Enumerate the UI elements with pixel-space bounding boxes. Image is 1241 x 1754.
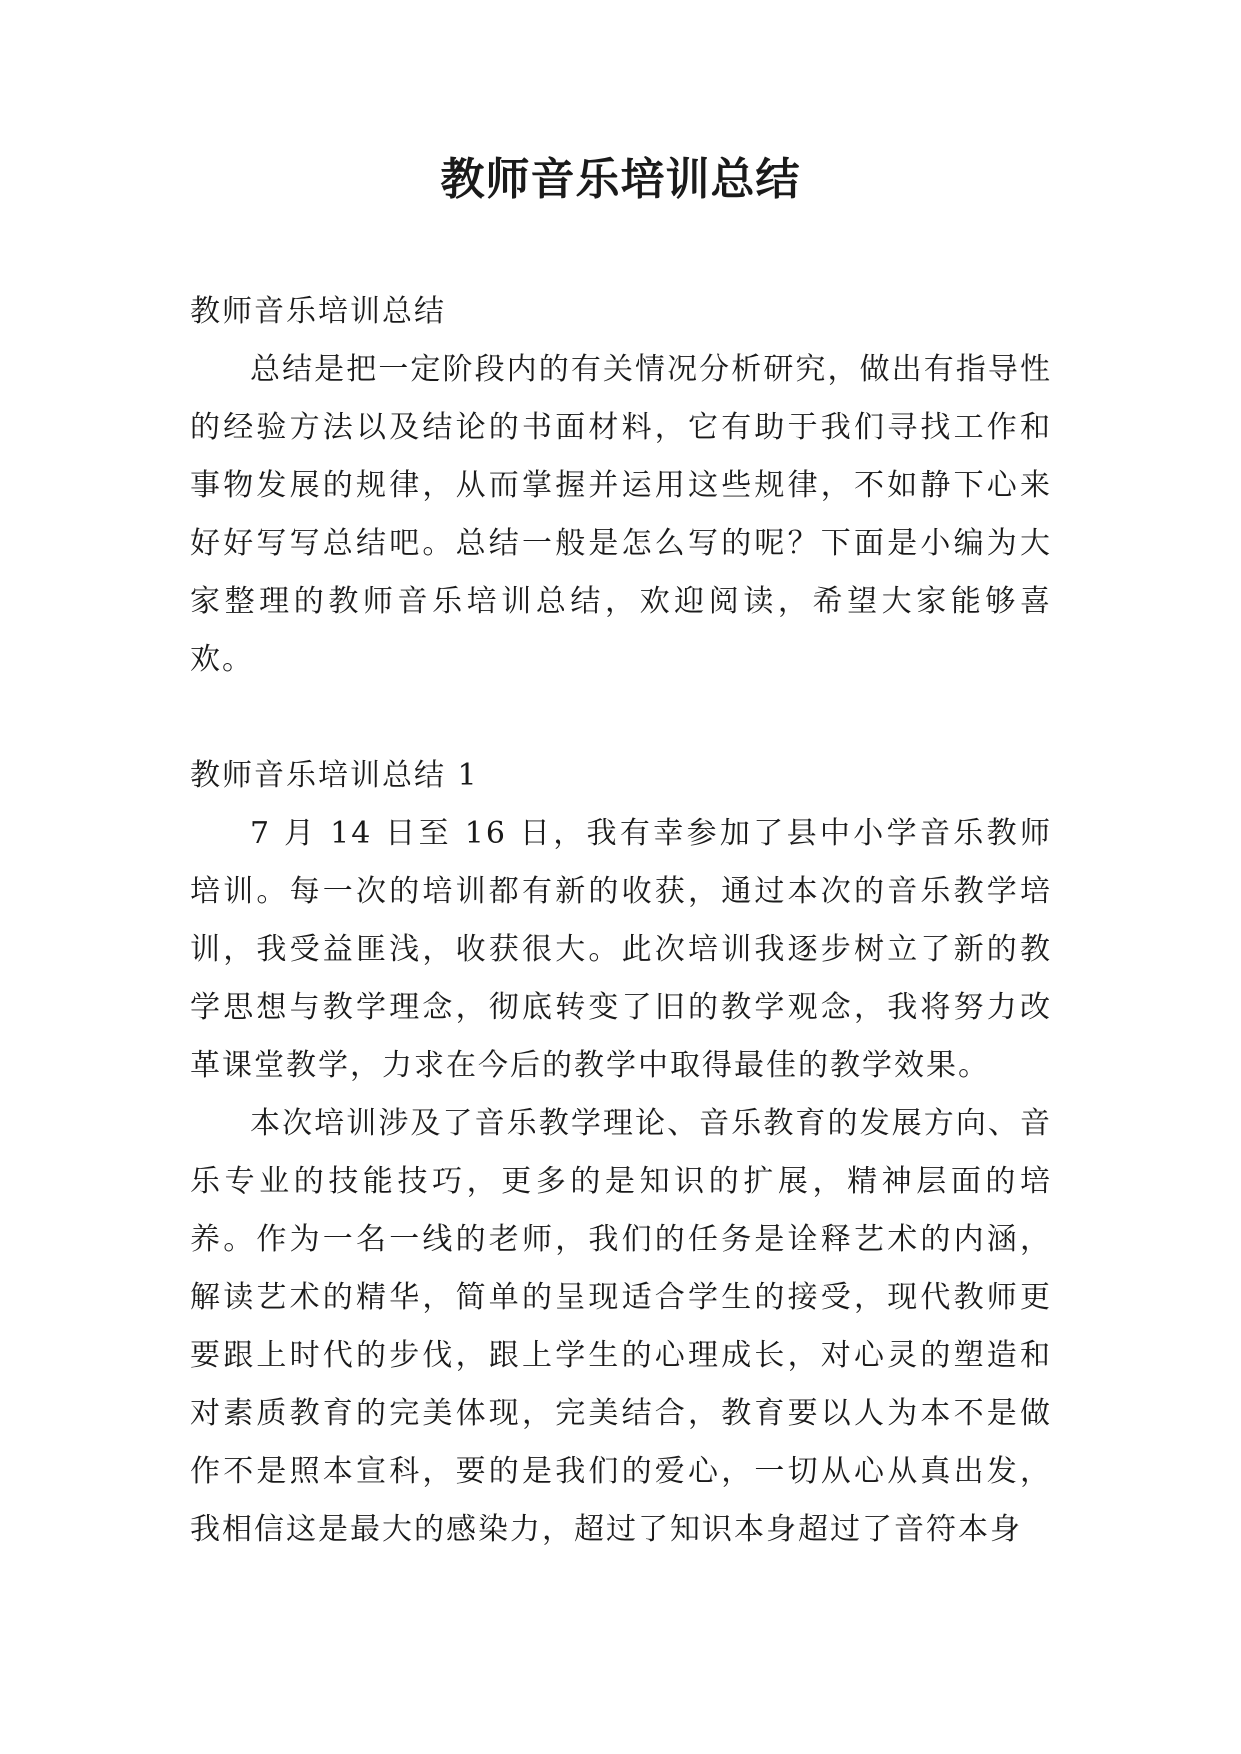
- document-title: 教师音乐培训总结: [440, 154, 801, 205]
- section-heading: 教师音乐培训总结 1: [190, 758, 479, 793]
- intro-paragraph: 总结是把一定阶段内的有关情况分析研究，做出有指导性的经验方法以及结论的书面材料，它有助于我们寻找工作和事物发展的规律，从而掌握并运用这些规律，不如静下心来好好写写总结吧。总结一般是怎么写的呢？下面是小编为大家整理的教师音乐培训总结，欢迎阅读，希望大家能够喜欢。: [190, 352, 1052, 677]
- section-paragraph: 7 月 14 日至 16 日，我有幸参加了县中小学音乐教师培训。每一次的培训都有新的收获，通过本次的音乐教学培训，我受益匪浅，收获很大。此次培训我逐步树立了新的教学思想与教学理念，彻底转变了旧的教学观念，我将努力改革课堂教学，力求在今后的教学中取得最佳的教学效果。: [190, 816, 1052, 1083]
- document-body: [190, 283, 1052, 1559]
- section-paragraph: 本次培训涉及了音乐教学理论、音乐教育的发展方向、音乐专业的技能技巧，更多的是知识的扩展，精神层面的培养。作为一名一线的老师，我们的任务是诠释艺术的内涵，解读艺术的精华，简单的呈现适合学生的接受，现代教师更要跟上时代的步伐，跟上学生的心理成长，对心灵的塑造和对素质教育的完美体现，完美结合，教育要以人为本不是做作不是照本宣科，要的是我们的爱心，一切从心从真出发，我相信这是最大的感染力，超过了知识本身超过了音符本身: [190, 1106, 1052, 1547]
- document-subtitle: 教师音乐培训总结: [190, 294, 446, 329]
- section-spacer: [190, 689, 1052, 747]
